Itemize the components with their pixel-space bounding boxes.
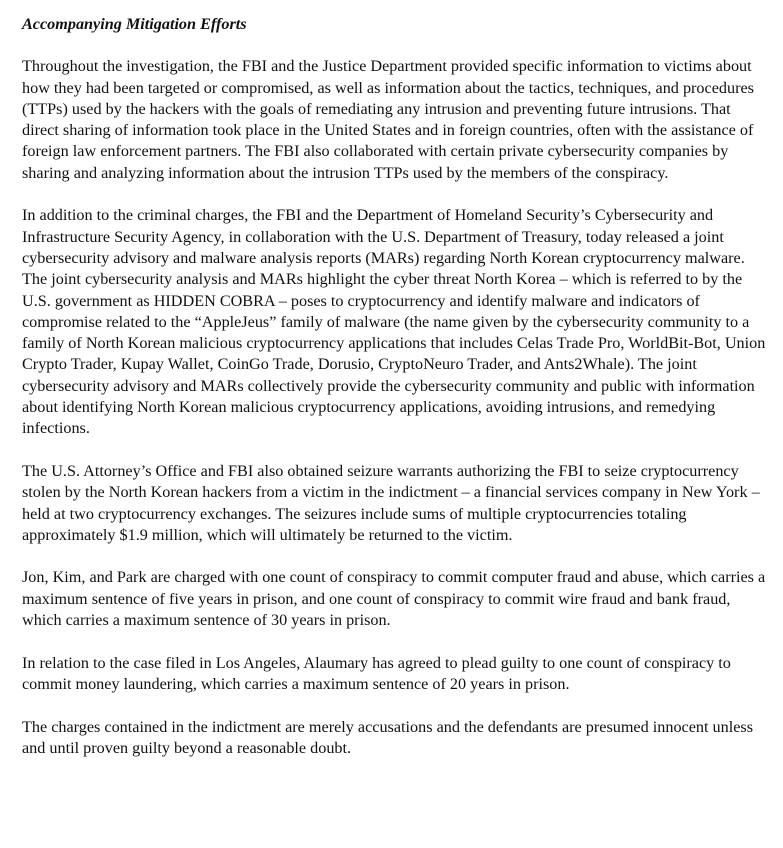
paragraph-charges: Jon, Kim, and Park are charged with one count of conspiracy to commit computer fraud and abuse, which carries a maximum sentence of five years in prison, and one count of conspiracy to commit wire fraud and bank fraud, which carries a maximum sentence of 30 years in prison. — [22, 568, 766, 630]
paragraph-los-angeles: In relation to the case filed in Los Angeles, Alaumary has agreed to plead guilty to one count of conspiracy to commit money laundering, which carries a maximum sentence of 20 years in prison. — [22, 653, 731, 693]
paragraph-investigation: Throughout the investigation, the FBI and the Justice Department provided specific information to victims about how they had been targeted or compromised, as well as information about the tactics, techniques, and procedures (TTPs) used by the hackers with the goals of remediating any intrusion and preventing future intrusions. That direct sharing of information took place in the United States and in foreign countries, often with the assistance of foreign law enforcement partners. The FBI also collaborated with certain private cybersecurity companies by sharing and analyzing information about the intrusion TTPs used by the members of the conspiracy. — [22, 57, 754, 182]
paragraph-advisory: In addition to the criminal charges, the FBI and the Department of Homeland Security’s Cybersecurity and Infrastructure Security Agency, in collaboration with the U.S. Department of Treasury, today released a joint cybersecurity advisory and malware analysis reports (MARs) regarding North Korean cryptocurrency malware. The joint cybersecurity analysis and MARs highlight the cyber threat North Korea – which is referred to by the U.S. government as HIDDEN COBRA – poses to cryptocurrency and identify malware and indicators of compromise related to the “AppleJeus” family of malware (the name given by the cybersecurity community to a family of North Korean malicious cryptocurrency applications that includes Celas Trade Pro, WorldBit-Bot, Union Crypto Trader, Kupay Wallet, CoinGo Trade, Dorusio, CryptoNeuro Trader, and Ants2Whale). The joint cybersecurity advisory and MARs collectively provide the cybersecurity community and public with information about identifying North Korean malicious cryptocurrency applications, avoiding intrusions, and remedying infections. — [22, 206, 766, 438]
paragraph-seizure: The U.S. Attorney’s Office and FBI also obtained seizure warrants authorizing the FBI to seize cryptocurrency stolen by the North Korean hackers from a victim in the indictment – a financial services company in New York – held at two cryptocurrency exchanges. The seizures include sums of multiple cryptocurrencies totaling approximately $1.9 million, which will ultimately be returned to the victim. — [22, 461, 760, 544]
paragraph-presumption: The charges contained in the indictment are merely accusations and the defendants are presumed innocent unless and until proven guilty beyond a reasonable doubt. — [22, 717, 754, 757]
document-page — [22, 14, 767, 780]
section-heading: Accompanying Mitigation Efforts — [22, 15, 247, 33]
